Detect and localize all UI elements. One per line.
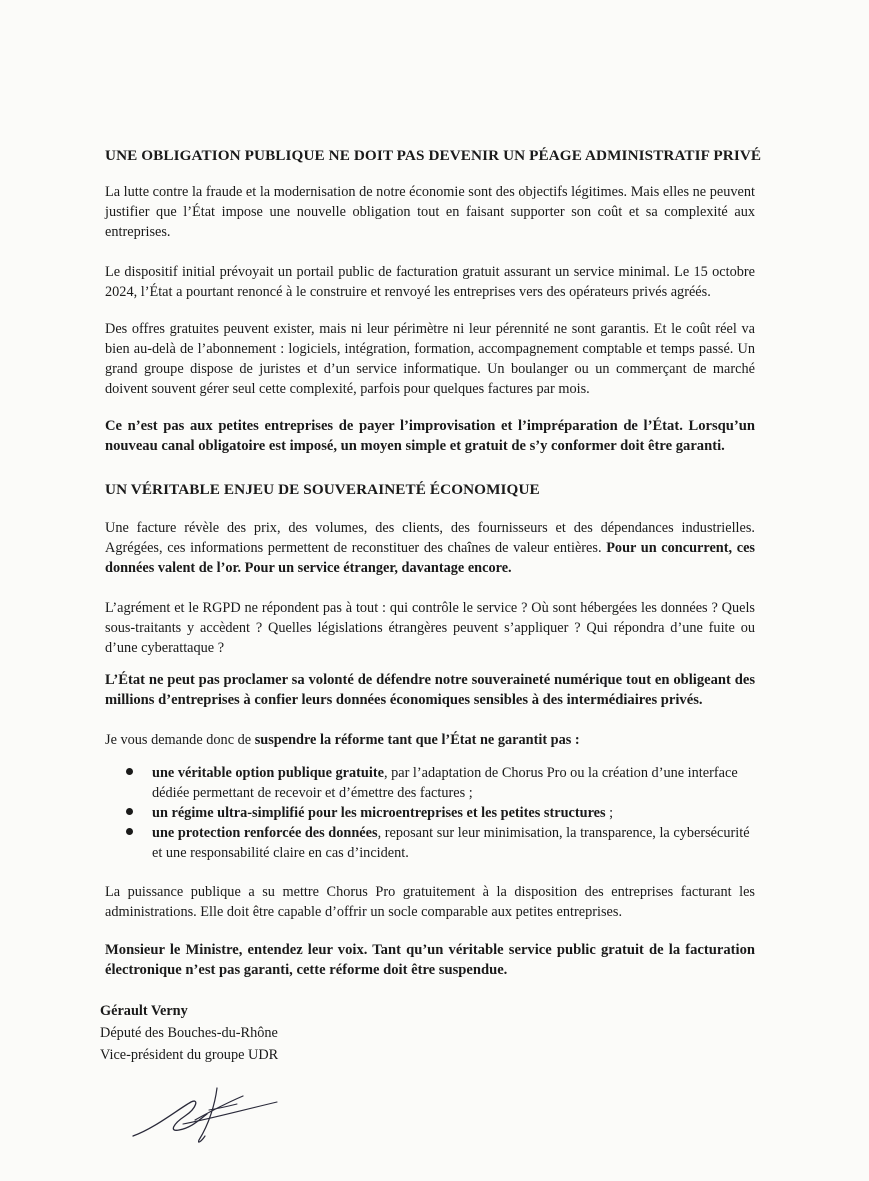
demand-item-text: , reposant sur leur minimisation, la transparence, la cybersécurité et une responsabilité claire en cas d’incident.	[152, 825, 750, 861]
section-heading-sovereignty: UN VÉRITABLE ENJEU DE SOUVERAINETÉ ÉCONOMIQUE	[105, 481, 540, 498]
paragraph-demand-bold: suspendre la réforme tant que l’État ne garantit pas :	[254, 732, 580, 748]
demand-item-bold: une véritable option publique gratuite	[152, 765, 384, 781]
demand-item-bold: un régime ultra-simplifié pour les microentreprises et les petites structures	[152, 805, 606, 821]
demand-item-bold: une protection renforcée des données	[152, 825, 378, 841]
paragraph-chorus-pro: La puissance publique a su mettre Chorus Pro gratuitement à la disposition des entreprises facturant les administrations. Elle doit être capable d’offrir un socle comparable aux petites entreprises.	[105, 884, 755, 920]
handwritten-signature	[125, 1080, 285, 1150]
paragraph-invoice-bold: Pour un concurrent, ces données valent de l’or. Pour un service étranger, davantage encore.	[105, 540, 755, 576]
bullet-icon	[126, 768, 133, 775]
paragraph-rgpd: L’agrément et le RGPD ne répondent pas à tout : qui contrôle le service ? Où sont hébergées les données ? Quels sous-traitants y accèdent ? Quelles législations étrangères peuvent s’appliquer ? Qui répondra d’une fuite ou d’une cyberattaque ?	[105, 600, 755, 656]
paragraph-invoice-text: Une facture révèle des prix, des volumes, des clients, des fournisseurs et des dépendances industrielles. Agrégées, ces informations permettent de reconstituer des chaînes de valeur entières.	[105, 520, 755, 556]
paragraph-offers: Des offres gratuites peuvent exister, mais ni leur périmètre ni leur pérennité ne sont garantis. Et le coût réel va bien au-delà de l’abonnement : logiciels, intégration, formation, accompagnement comptable et temps passé. Un grand groupe dispose de juristes et d’un service informatique. Un boulanger ou un commerçant de marché doivent souvent gérer seul cette complexité, parfois pour quelques factures par mois.	[105, 321, 755, 397]
demand-item-text: ;	[605, 805, 614, 821]
demand-list	[105, 763, 755, 863]
paragraph-invoice	[105, 518, 755, 578]
paragraph-demand	[105, 730, 755, 750]
bullet-icon	[126, 828, 133, 835]
demand-list-item	[105, 763, 755, 803]
demand-item-text: , par l’adaptation de Chorus Pro ou la création d’une interface dédiée permettant de recevoir et d’émettre des factures ;	[152, 765, 738, 801]
section-heading-obligation: UNE OBLIGATION PUBLIQUE NE DOIT PAS DEVENIR UN PÉAGE ADMINISTRATIF PRIVÉ	[105, 147, 762, 164]
signature-block	[100, 1000, 400, 1066]
signatory-group: Vice-président du groupe UDR	[100, 1047, 279, 1063]
demand-list-item	[105, 803, 755, 823]
paragraph-minister-bold: Monsieur le Ministre, entendez leur voix. Tant qu’un véritable service public gratuit de la facturation électronique n’est pas garanti, cette réforme doit être suspendue.	[105, 942, 755, 978]
paragraph-portal: Le dispositif initial prévoyait un portail public de facturation gratuit assurant un service minimal. Le 15 octobre 2024, l’État a pourtant renoncé à le construire et renvoyé les entreprises vers des opérateurs privés agréés.	[105, 264, 755, 300]
paragraph-fraud: La lutte contre la fraude et la modernisation de notre économie sont des objectifs légitimes. Mais elles ne peuvent justifier que l’État impose une nouvelle obligation tout en faisant supporter son coût et sa complexité aux entreprises.	[105, 184, 755, 240]
signatory-role: Député des Bouches-du-Rhône	[100, 1025, 278, 1041]
paragraph-small-business-bold: Ce n’est pas aux petites entreprises de payer l’improvisation et l’impréparation de l’État. Lorsqu’un nouveau canal obligatoire est imposé, un moyen simple et gratuit de s’y conformer doit être garanti.	[105, 418, 755, 454]
signatory-name: Gérault Verny	[100, 1003, 188, 1019]
paragraph-state-bold: L’État ne peut pas proclamer sa volonté de défendre notre souveraineté numérique tout en obligeant des millions d’entreprises à confier leurs données économiques sensibles à des intermédiaires privés.	[105, 672, 755, 708]
demand-list-item	[105, 823, 755, 863]
bullet-icon	[126, 808, 133, 815]
paragraph-demand-text: Je vous demande donc de	[105, 732, 255, 748]
